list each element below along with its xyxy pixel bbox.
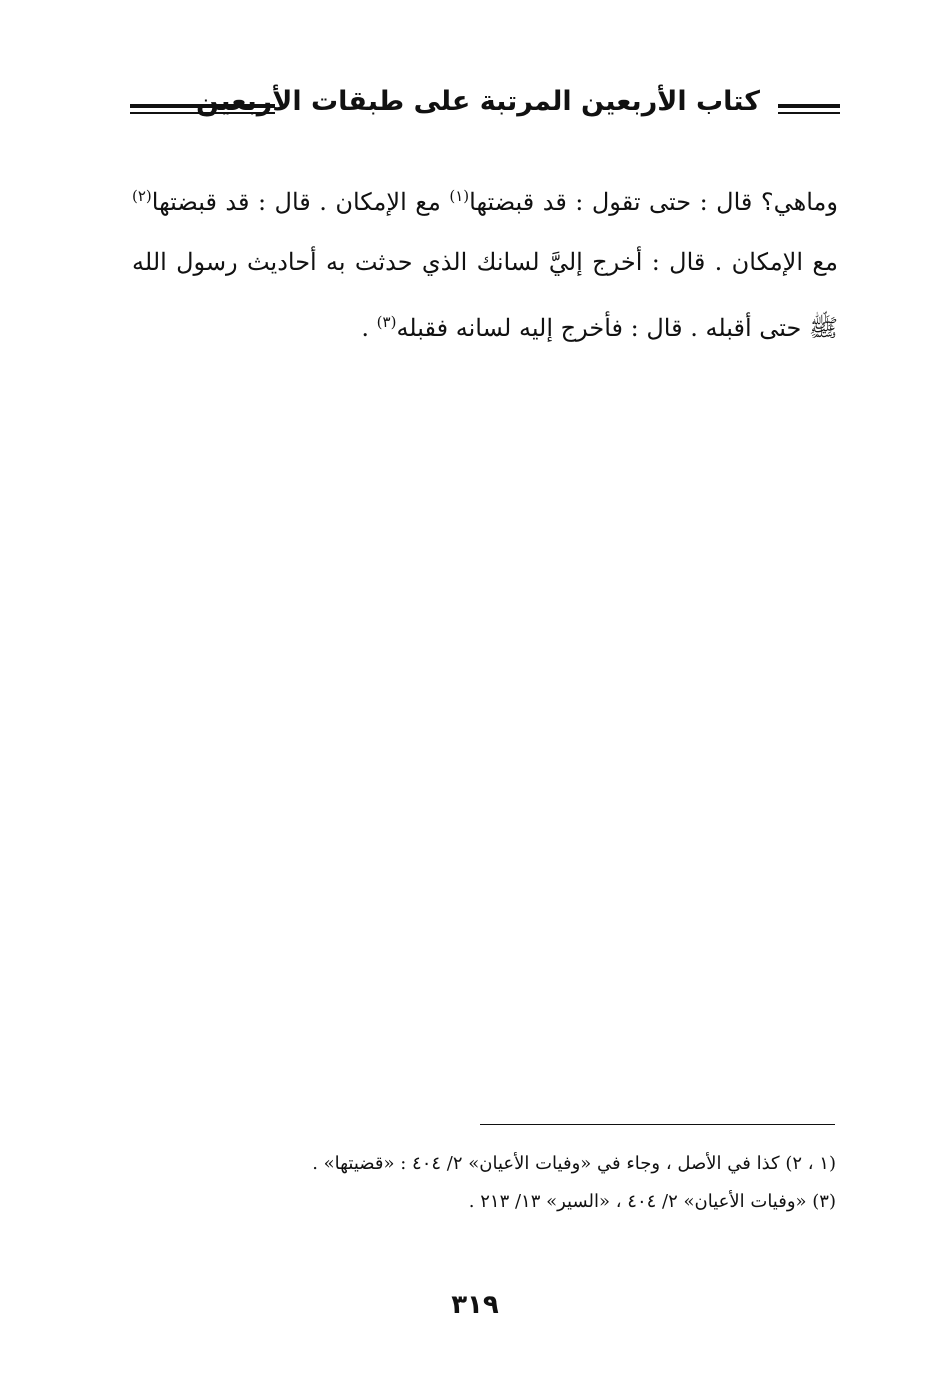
text-segment: مع الإمكان . قال : قد قبضتها	[151, 188, 450, 216]
text-segment: مع الإمكان . قال : أخرج إليَّ لسانك الذي حدثت به أحاديث رسول الله ﷺ حتى أقبله . قال : فأخرج إليه لسانه فقبله	[132, 248, 838, 342]
footnote-2: (٣) «وفيات الأعيان» ٢/ ٤٠٤ ، «السير» ١٣/ ٢١٣ .	[468, 1191, 836, 1212]
footnote-1: (١ ، ٢) كذا في الأصل ، وجاء في «وفيات الأعيان» ٢/ ٤٠٤ : «قضيتها» .	[312, 1153, 836, 1174]
page-number: ٣١٩	[451, 1290, 499, 1320]
footnote-ref-1: (١)	[449, 187, 470, 205]
footnote-ref-3: (٣)	[376, 313, 397, 331]
footnotes	[250, 1145, 836, 1221]
footnote-divider	[480, 1124, 835, 1125]
text-segment: وماهي؟ قال : حتى تقول : قد قبضتها	[469, 188, 838, 216]
running-title: كتاب الأربعين المرتبة على طبقات الأربعين	[196, 86, 760, 117]
page-header	[130, 82, 840, 132]
main-text	[132, 166, 838, 358]
main-paragraph	[132, 166, 838, 358]
footnote-ref-2: (٢)	[132, 187, 152, 205]
header-rule-right	[778, 104, 840, 114]
text-segment: .	[361, 314, 377, 342]
